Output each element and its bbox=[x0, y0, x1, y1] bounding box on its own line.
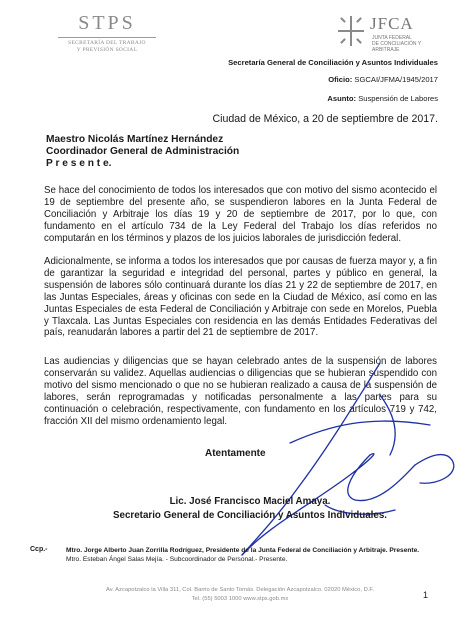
handwritten-signature bbox=[230, 355, 470, 560]
jfca-logo bbox=[336, 14, 446, 54]
asunto-line bbox=[327, 94, 438, 103]
footer bbox=[80, 586, 400, 604]
footer-address: Av. Azcapotzalco la Villa 311, Col. Barrio de Santo Tomás. Delegación Azcapotzalco. 02020 México, D.F. bbox=[106, 587, 374, 593]
addressee-title: Coordinador General de Administración bbox=[46, 146, 240, 157]
paragraph-1: Se hace del conocimiento de todos los interesados que con motivo del sismo acontecido el 19 de septiembre del presente año, se suspendieron labores en la Junta Federal de Conciliación y Arbitraje los días 19 y 20 de septiembre de 2017, por lo que, con fundamento en el artículo 734 de la Ley Federal del Trabajo los días referidos no computarán en los términos y plazos de los juicios laborales de jurisdicción federal. bbox=[44, 185, 437, 244]
oficio-value: SGCAI/JFMA/1945/2017 bbox=[354, 75, 438, 84]
stps-name-line2: Y PREVISIÓN SOCIAL bbox=[76, 47, 138, 53]
oficio-line bbox=[328, 75, 438, 84]
cc-line-2: Mtro. Esteban Ángel Salas Mejía. - Subcoordinador de Personal.- Presente. bbox=[66, 556, 288, 563]
jfca-acronym: JFCA bbox=[370, 14, 414, 33]
page-number: 1 bbox=[423, 590, 429, 600]
salutation: Atentamente bbox=[205, 448, 266, 459]
jfca-name bbox=[372, 35, 448, 53]
jfca-name-line1: JUNTA FEDERAL bbox=[372, 35, 412, 41]
office-name: Secretaría General de Conciliación y Asuntos Individuales bbox=[228, 58, 438, 67]
oficio-label: Oficio: bbox=[328, 75, 353, 84]
stps-logo bbox=[52, 12, 162, 54]
asunto-label: Asunto: bbox=[327, 94, 357, 103]
date-line: Ciudad de México, a 20 de septiembre de 2017. bbox=[212, 113, 438, 125]
logo-divider bbox=[58, 37, 156, 38]
signer-position: Secretario General de Conciliación y Asuntos Individuales. bbox=[112, 510, 388, 521]
asunto-value: Suspensión de Labores bbox=[358, 94, 438, 103]
jfca-emblem-icon bbox=[336, 14, 366, 48]
addressee-name: Maestro Nicolás Martínez Hernández bbox=[46, 134, 224, 145]
paragraph-3: Las audiencias y diligencias que se hayan celebrado antes de la suspensión de labores conservarán su validez. Aquellas audiencias o diligencias que se hubieran suspendido con motivo del sismo mencionado o que no se hubieran realizado a causa de la suspensión de labores, serán reprogramadas y notificadas personalmente a las partes para su continuación o celebración, respectivamente, con fundamento en los artículos 719 y 742, fracción XII del mismo ordenamiento legal. bbox=[44, 356, 437, 427]
stps-name-line1: SECRETARÍA DEL TRABAJO bbox=[68, 40, 146, 46]
footer-contact: Tel. (55) 5003 1000 www.stps.gob.mx bbox=[191, 596, 289, 602]
signer-name: Lic. José Francisco Maciel Amaya. bbox=[169, 496, 331, 507]
stps-acronym: STPS bbox=[78, 12, 136, 34]
cc-line-1: Mtro. Jorge Alberto Juan Zorrilla Rodríguez, Presidente de la Junta Federal de Conciliación y Arbitraje. Presente. bbox=[66, 547, 420, 554]
cc-label: Ccp.- bbox=[30, 546, 48, 553]
paragraph-2: Adicionalmente, se informa a todos los interesados que por causas de fuerza mayor y, a fin de garantizar la seguridad e integridad del personal, partes y público en general, la suspensión de labores sólo continuará durante los días 21 y 22 de septiembre de 2017, en las Juntas Especiales, áreas y oficinas con sede en la Ciudad de México, así como en las Juntas Especiales de esta Federal de Conciliación y Arbitraje con sede en Morelos, Puebla y Tlaxcala. Las Juntas Especiales con residencia en las demás Entidades Federativas del país, reanudarán labores a partir del 21 de septiembre de 2017. bbox=[44, 256, 437, 339]
addressee-closing: P r e s e n t e. bbox=[46, 158, 112, 169]
jfca-name-line2: DE CONCILIACIÓN Y ARBITRAJE bbox=[372, 41, 421, 53]
